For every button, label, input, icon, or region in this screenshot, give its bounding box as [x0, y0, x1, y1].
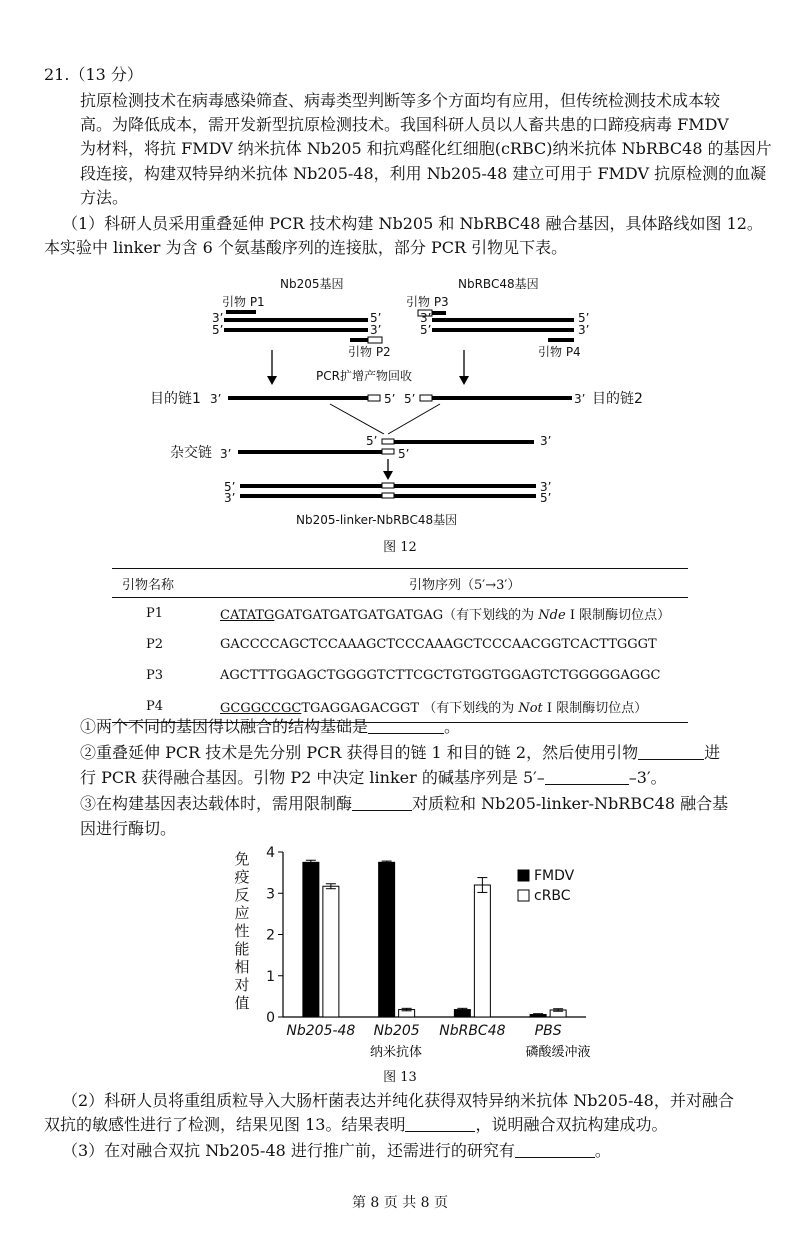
target2-linker: [420, 395, 432, 401]
end-label: 3’: [540, 480, 552, 494]
primer-seq: GACCCCAGCTCCAAAGCTCCCAAAGCTCCCAACGGTCACTTGGGT: [220, 637, 657, 652]
y-label-char: 应: [234, 904, 250, 922]
gene2-strand-bottom: [432, 328, 574, 332]
gene1-strand-top: [224, 318, 368, 322]
part1-line-1: （1）科研人员采用重叠延伸 PCR 技术构建 Nb205 和 NbRBC48 融合基因，具体路线如图 12。: [62, 214, 763, 233]
primer-p2-linker: [368, 337, 382, 343]
answer-blank[interactable]: [515, 1141, 595, 1158]
primer-p1-label: 引物 P1: [222, 295, 265, 309]
part2-line-2: 双抗的敏感性进行了检测，结果见图 13。结果表明 ，说明融合双抗构建成功。: [44, 1115, 668, 1134]
y-tick-label: 3: [266, 886, 275, 903]
subq-2b: 行 PCR 获得融合基因。引物 P2 中决定 linker 的碱基序列是 5′– –3′。: [80, 768, 667, 787]
figure-12-caption: 图 12: [383, 540, 417, 555]
primer-p2-bar: [350, 338, 368, 342]
intro-line-4: 段连接，构建双特异纳米抗体 Nb205-48，利用 Nb205-48 建立可用于 FMDV 抗原检测的血凝: [80, 164, 767, 183]
end-label: 3’: [420, 311, 432, 325]
primer-p4-bar: [548, 338, 574, 342]
end-label: 3’: [370, 323, 382, 337]
answer-blank[interactable]: [368, 717, 444, 734]
answer-blank[interactable]: [638, 743, 704, 760]
x-tick-label: Nb205-48: [286, 1023, 356, 1039]
y-tick-label: 4: [266, 845, 275, 861]
target1-strand: [228, 396, 368, 400]
pcr-recover-label: PCR扩增产物回收: [316, 369, 412, 383]
hybrid-label: 杂交链: [170, 445, 212, 461]
primer-name: P2: [146, 637, 164, 652]
y-label-char: 相: [234, 958, 250, 976]
end-label: 3’: [224, 491, 236, 505]
part3-line: （3）在对融合双抗 Nb205-48 进行推广前，还需进行的研究有 。: [62, 1141, 611, 1160]
y-label-char: 免: [234, 850, 250, 868]
x-label-pbs: 磷酸缓冲液: [525, 1045, 591, 1060]
gene2-strand-top: [432, 318, 574, 322]
fusion-strand-bottom-right: [394, 494, 536, 498]
y-label-char: 反: [234, 886, 250, 904]
y-label-char: 值: [234, 994, 250, 1012]
fusion-linker-bottom: [382, 493, 394, 498]
end-label: 3’: [540, 434, 552, 448]
figure-13-caption: 图 13: [383, 1070, 417, 1085]
question-number: 21.（13 分）: [44, 65, 143, 84]
arrow-down-icon: [383, 471, 393, 480]
y-axis-label: [234, 850, 249, 1012]
bar-fmdv: [303, 862, 319, 1017]
y-tick-label: 2: [266, 927, 275, 944]
end-label: 5’: [370, 311, 382, 325]
end-label: 5’: [384, 392, 396, 406]
x-tick-label: PBS: [534, 1023, 562, 1039]
part2-line-1: （2）科研人员将重组质粒导入大肠杆菌表达并纯化获得双特异纳米抗体 Nb205-48，并对融合: [62, 1091, 734, 1110]
hybrid-linker-top: [382, 439, 394, 444]
intro-line-5: 方法。: [80, 188, 129, 207]
x-tick-label: NbRBC48: [439, 1023, 506, 1039]
y-tick-label: 1: [266, 968, 275, 985]
gene1-strand-bottom: [224, 328, 368, 332]
primer-p2-label: 引物 P2: [348, 345, 391, 359]
target1-linker: [368, 395, 380, 401]
table-header-row: [112, 569, 688, 598]
fusion-linker-top: [382, 483, 394, 488]
y-label-char: 对: [234, 976, 250, 994]
end-label: 3’: [220, 447, 232, 461]
target2-label: 目的链2: [592, 391, 643, 407]
end-label: 5’: [404, 392, 416, 406]
legend-label: cRBC: [534, 888, 571, 904]
fusion-label: Nb205-linker-NbRBC48基因: [296, 513, 458, 527]
page-total: 8: [420, 1195, 430, 1211]
fusion-strand-top-right: [394, 484, 536, 488]
chart-bars: [286, 860, 566, 1039]
target1-label: 目的链1: [150, 391, 201, 407]
end-label: 5’: [398, 447, 410, 461]
primer-p1-bar: [226, 310, 256, 314]
table-row: [112, 629, 688, 660]
chart-legend: [518, 868, 575, 904]
end-label: 3’: [578, 323, 590, 337]
page-number: 8: [370, 1195, 380, 1211]
primer-p3-label: 引物 P3: [406, 295, 449, 309]
bar-crbc: [474, 885, 490, 1017]
primer-table: [112, 568, 688, 723]
fusion-strand-bottom: [240, 494, 382, 498]
y-label-char: 性: [234, 922, 250, 940]
legend-label: FMDV: [534, 868, 575, 884]
answer-blank[interactable]: [545, 768, 629, 785]
primer-name: P4: [146, 699, 164, 714]
intro-line-3: 为材料，将抗 FMDV 纳米抗体 Nb205 和抗鸡醛化红细胞(cRBC)纳米抗体 NbRBC48 的基因片: [80, 139, 772, 158]
figure-12-diagram: [0, 262, 800, 532]
end-label: 5’: [578, 311, 590, 325]
subq-2: ②重叠延伸 PCR 技术是先分别 PCR 获得目的链 1 和目的链 2，然后使用引物 进: [80, 743, 721, 762]
primer-name: P1: [146, 606, 164, 621]
end-label: 3’: [574, 392, 586, 406]
target2-strand: [432, 396, 572, 400]
primer-seq: GCGGCCGCTGAGGAGACGGT （有下划线的为 Not Ⅰ 限制酶切位点）: [220, 701, 648, 716]
end-label: 5’: [366, 434, 378, 448]
arrow-down-icon: [267, 376, 277, 385]
col-primer-name: 引物名称: [112, 569, 219, 598]
intro-line-1: 抗原检测技术在病毒感染筛查、病毒类型判断等多个方面均有应用，但传统检测技术成本较: [80, 91, 721, 110]
bar-crbc: [323, 886, 339, 1017]
primer-p3-bar: [432, 311, 446, 315]
subq-1: ①两个不同的基因得以融合的结构基础是 。: [80, 717, 461, 736]
answer-blank[interactable]: [405, 1115, 475, 1132]
end-label: 3’: [210, 392, 222, 406]
table-row: [112, 660, 688, 691]
figure-13-chart: [0, 842, 800, 1062]
table-row: [112, 598, 688, 630]
fusion-strand-top: [240, 484, 382, 488]
end-label: 5’: [420, 323, 432, 337]
end-label: 5’: [540, 491, 552, 505]
subq-3b: 因进行酶切。: [80, 819, 177, 838]
intro-line-2: 高。为降低成本，需开发新型抗原检测技术。我国科研人员以人畜共患的口蹄疫病毒 FMDV: [80, 115, 729, 134]
col-primer-seq: 引物序列（5′→3′）: [219, 569, 688, 598]
answer-blank[interactable]: [352, 794, 412, 811]
y-label-char: 能: [234, 940, 250, 958]
end-label: 5’: [212, 323, 224, 337]
part1-line-2: 本实验中 linker 为含 6 个氨基酸序列的连接肽，部分 PCR 引物见下表。: [44, 238, 568, 257]
arrow-down-icon: [459, 376, 469, 385]
primer-seq: CATATGGATGATGATGATGATGAG（有下划线的为 Nde Ⅰ 限制酶切位点）: [220, 608, 671, 623]
end-label: 5’: [224, 480, 236, 494]
end-label: 3’: [212, 311, 224, 325]
subq-3: ③在构建基因表达载体时，需用限制酶 对质粒和 Nb205-linker-NbRBC48 融合基: [80, 794, 729, 813]
hybrid-strand-bottom: [238, 450, 382, 454]
hybrid-strand-top: [394, 440, 534, 444]
primer-name: P3: [146, 668, 164, 683]
page-footer: 第 8 页 共 8 页: [351, 1195, 449, 1211]
hybrid-linker-bottom: [382, 449, 394, 454]
y-tick-label: 0: [266, 1010, 275, 1026]
gene1-label: Nb205基因: [280, 277, 344, 291]
primer-p4-label: 引物 P4: [538, 345, 581, 359]
bar-fmdv: [379, 862, 395, 1017]
legend-swatch-fmdv: [518, 870, 529, 881]
primer-seq: AGCTTTGGAGCTGGGGTCTTCGCTGTGGTGGAGTCTGGGGGAGGC: [220, 668, 661, 683]
gene2-label: NbRBC48基因: [458, 277, 539, 291]
y-label-char: 疫: [234, 868, 250, 886]
x-tick-label: Nb205: [373, 1023, 420, 1039]
legend-swatch-crbc: [518, 890, 529, 901]
x-label-antibody: 纳米抗体: [369, 1045, 423, 1060]
